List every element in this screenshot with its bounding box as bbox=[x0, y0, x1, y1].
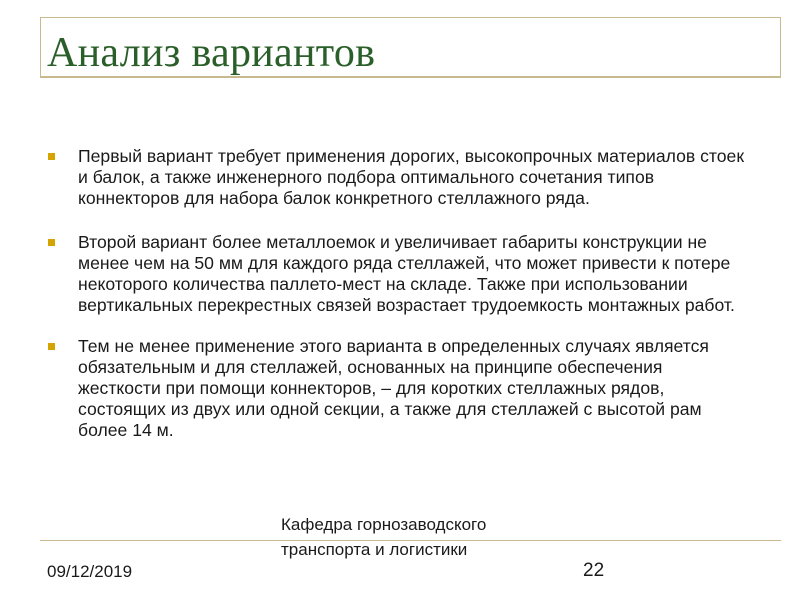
square-bullet-icon bbox=[48, 153, 55, 160]
bullet-item bbox=[48, 336, 748, 441]
slide-title: Анализ вариантов bbox=[47, 30, 376, 76]
bullet-text: Второй вариант более металлоемок и увеличивает габариты конструкции не менее чем на 50 мм для каждого ряда стеллажей, что может привести к потере некоторого количества паллето-мест на складе. Также при использовании вертикальных перекрестных связей возрастает трудоемкость монтажных работ. bbox=[78, 232, 735, 315]
page-number: 22 bbox=[583, 560, 605, 581]
title-underline bbox=[40, 76, 781, 78]
bullet-text: Тем не менее применение этого варианта в определенных случаях является обязательным и для стеллажей, основанных на принципе обеспечения жесткости при помощи коннекторов, – для коротких стеллажных рядов, состоящих из двух или одной секции, а также для стеллажей с высотой рам более 14 м. bbox=[78, 336, 709, 440]
title-frame-right-line bbox=[780, 17, 781, 77]
footer-date: 09/12/2019 bbox=[47, 562, 133, 581]
bullet-item bbox=[48, 146, 748, 209]
bullet-list bbox=[48, 146, 748, 464]
title-frame-left-line bbox=[40, 17, 41, 77]
square-bullet-icon bbox=[48, 239, 55, 246]
bullet-text: Первый вариант требует применения дорогих, высокопрочных материалов стоек и балок, а также инженерного подбора оптимального сочетания типов коннекторов для набора балок конкретного стеллажного ряда. bbox=[78, 146, 745, 208]
footer-organization: Кафедра горнозаводского транспорта и логистики bbox=[281, 515, 487, 559]
bullet-item bbox=[48, 232, 748, 316]
title-frame-top-line bbox=[40, 17, 780, 18]
square-bullet-icon bbox=[48, 343, 55, 350]
